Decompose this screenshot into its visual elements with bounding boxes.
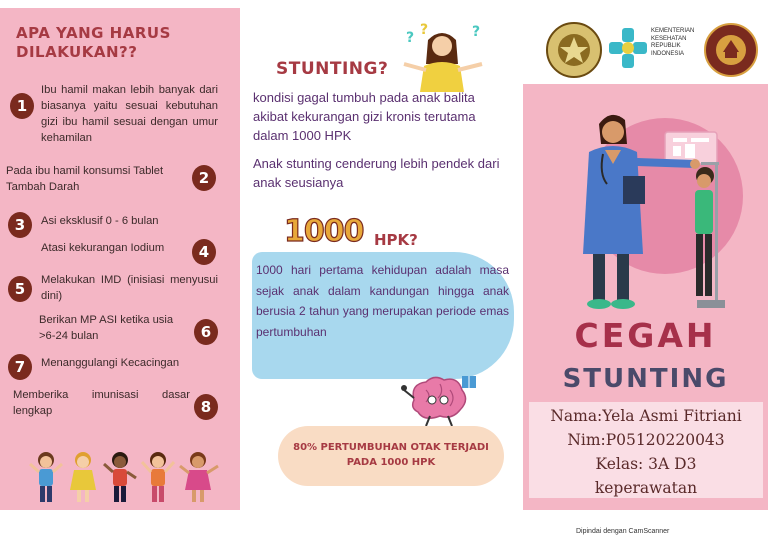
logo-strip bbox=[523, 8, 768, 84]
stunting-note: Anak stunting cenderung lebih pendek dari anak seusianya bbox=[253, 156, 500, 190]
student-name: Nama:Yela Asmi Fitriani bbox=[550, 407, 742, 425]
number-badge-1: 1 bbox=[10, 93, 34, 119]
children-illustration bbox=[28, 448, 233, 506]
number-badge-6: 6 bbox=[194, 319, 218, 345]
number-badge-2: 2 bbox=[192, 165, 216, 191]
student-program: keperawatan bbox=[594, 479, 698, 497]
hpk-number: 1000 bbox=[284, 214, 364, 249]
university-logo-icon bbox=[703, 22, 759, 78]
panel-cover bbox=[523, 8, 768, 510]
number-badge-7: 7 bbox=[8, 354, 32, 380]
panel-stunting-info bbox=[240, 8, 523, 510]
number-badge-8: 8 bbox=[194, 394, 218, 420]
item-3-text: Asi eksklusif 0 - 6 bulan bbox=[41, 215, 159, 227]
student-class: Kelas: 3A D3 bbox=[595, 455, 697, 473]
headline-cegah: CEGAH bbox=[574, 316, 717, 355]
kemenkes-text: KEMENTERIAN KESEHATAN REPUBLIK INDONESIA bbox=[651, 28, 695, 57]
panel1-title: APA YANG HARUS DILAKUKAN?? bbox=[16, 24, 171, 61]
item-2-text: Pada ibu hamil konsumsi Tablet Tambah Darah bbox=[6, 165, 164, 193]
student-nim: Nim:P05120220043 bbox=[567, 431, 725, 449]
camscanner-footer: Dipindai dengan CamScanner bbox=[576, 528, 670, 535]
item-4-text: Atasi kekurangan Iodium bbox=[41, 242, 165, 254]
svg-text:?: ? bbox=[420, 22, 429, 38]
brain-fact-text: 80% PERTUMBUHAN OTAK TERJADI PADA 1000 HPK bbox=[293, 442, 489, 468]
poltekkes-logo-icon bbox=[545, 21, 603, 79]
question-woman-illustration bbox=[394, 22, 494, 92]
number-badge-4: 4 bbox=[192, 239, 216, 265]
item-7-text: Menanggulangi Kecacingan bbox=[41, 357, 180, 369]
item-1-text: Ibu hamil makan lebih banyak dari biasanya yaitu sesuai kebutuhan gizi ibu hamil sesuai dengan umur kehamilan bbox=[41, 84, 218, 144]
stunting-question-title: STUNTING? bbox=[276, 59, 389, 79]
doctor-measuring-child-illustration bbox=[573, 104, 763, 310]
item-5-text: Melakukan IMD (inisiasi menyusui dini) bbox=[41, 274, 218, 302]
kemenkes-logo-icon bbox=[607, 26, 649, 70]
item-8-text: Memberika imunisasi dasar lengkap bbox=[13, 389, 190, 417]
hpk-definition-text: 1000 hari pertama kehidupan adalah masa sejak anak dalam kandungan hingga anak berusia 2 tahun yang merupakan periode emas pertumbuhan bbox=[256, 263, 509, 339]
brain-reading-illustration bbox=[400, 370, 480, 428]
panel-what-to-do bbox=[0, 8, 240, 510]
hpk-label: HPK? bbox=[374, 231, 418, 249]
number-badge-3: 3 bbox=[8, 212, 32, 238]
headline-stunting: STUNTING bbox=[562, 364, 729, 394]
svg-text:?: ? bbox=[472, 24, 481, 40]
number-badge-5: 5 bbox=[8, 276, 32, 302]
svg-text:?: ? bbox=[406, 30, 415, 46]
stunting-definition: kondisi gagal tumbuh pada anak balita akibat kekurangan gizi kronis terutama dalam 1000 HPK bbox=[253, 90, 476, 143]
item-6-text: Berikan MP ASI ketika usia >6-24 bulan bbox=[39, 314, 174, 342]
